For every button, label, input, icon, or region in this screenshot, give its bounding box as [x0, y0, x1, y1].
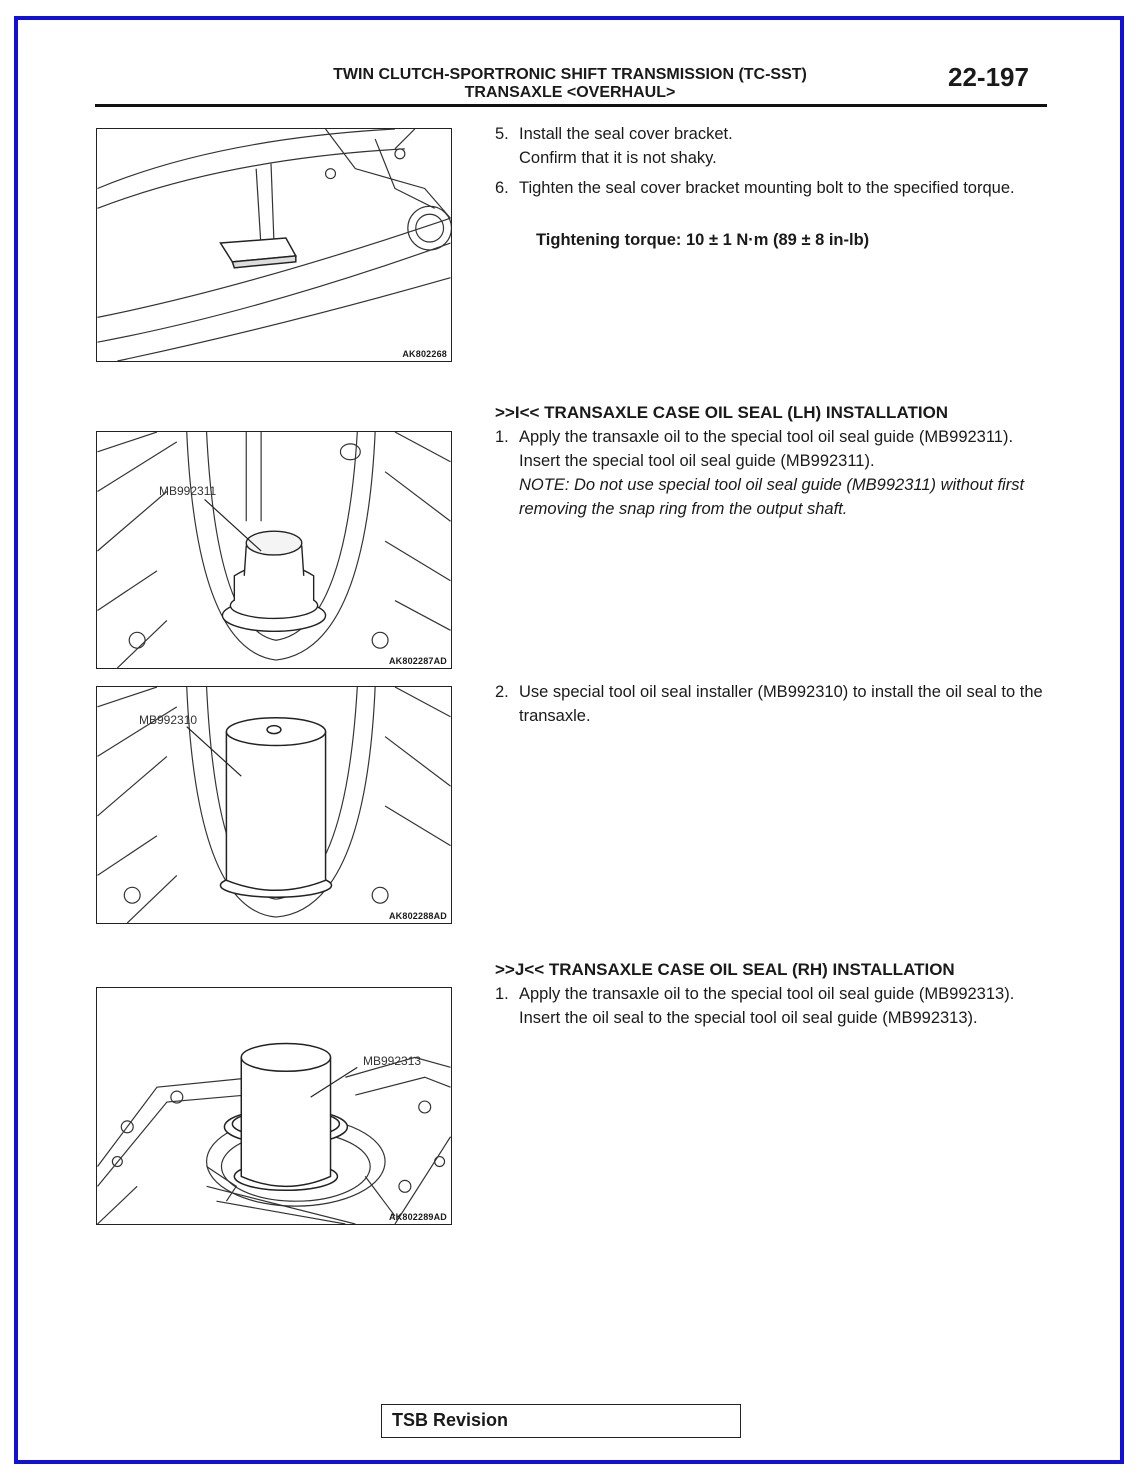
rh-step-1: [495, 982, 1025, 1030]
header-rule: [95, 104, 1047, 107]
lh-step-2: [495, 680, 1045, 728]
lh-step-2-number: 2.: [495, 683, 509, 701]
page-header-title: [230, 66, 910, 102]
step-6-number: 6.: [495, 179, 509, 197]
figure-1-drawing: [97, 129, 451, 361]
figure-seal-cover-bracket: [96, 128, 452, 362]
lh-step-1-text: Apply the transaxle oil to the special tool oil seal guide (MB992311).: [519, 428, 1014, 446]
header-title-line1: TWIN CLUTCH-SPORTRONIC SHIFT TRANSMISSION (TC-SST): [333, 66, 807, 83]
figure-oil-seal-installer: [96, 686, 452, 924]
figure-4-code: AK802289AD: [388, 1212, 447, 1222]
lh-step-1-number: 1.: [495, 428, 509, 446]
step-5-number: 5.: [495, 125, 509, 143]
lh-note: NOTE: Do not use special tool oil seal guide (MB992311) without first removing the snap ring from the output shaft.: [519, 476, 1025, 518]
lh-step-1: [495, 425, 1025, 521]
lh-step-2-text: Use special tool oil seal installer (MB992310) to install the oil seal to the transaxle.: [519, 683, 1043, 725]
step-5-text: Install the seal cover bracket.: [519, 125, 733, 143]
tool-label-mb992311: MB992311: [159, 484, 217, 498]
lh-step-1-subtext: Insert the special tool oil seal guide (MB992311).: [519, 452, 875, 470]
figure-oil-seal-guide-lh: [96, 431, 452, 669]
rh-step-1-text: Apply the transaxle oil to the special tool oil seal guide (MB992313).: [519, 985, 1015, 1003]
figure-4-drawing: [97, 988, 451, 1224]
tool-label-mb992313: MB992313: [363, 1054, 422, 1068]
figure-1-code: AK802268: [402, 349, 447, 359]
tightening-torque: Tightening torque: 10 ± 1 N·m (89 ± 8 in-lb): [536, 231, 870, 249]
heading-lh-installation: >>I<< TRANSAXLE CASE OIL SEAL (LH) INSTALLATION: [495, 403, 949, 422]
step-5-subtext: Confirm that it is not shaky.: [519, 149, 717, 167]
tsb-revision-box: TSB Revision: [381, 1404, 741, 1438]
figure-2-drawing: [97, 432, 451, 668]
tool-label-mb992310: MB992310: [139, 713, 198, 727]
step-6-text: Tighten the seal cover bracket mounting bolt to the specified torque.: [519, 179, 1015, 197]
rh-step-1-subtext: Insert the oil seal to the special tool oil seal guide (MB992313).: [519, 1009, 978, 1027]
figure-oil-seal-guide-rh: [96, 987, 452, 1225]
header-title-line2: TRANSAXLE <OVERHAUL>: [464, 84, 676, 101]
step-5: [495, 122, 1045, 170]
heading-rh-installation: >>J<< TRANSAXLE CASE OIL SEAL (RH) INSTALLATION: [495, 960, 955, 979]
figure-3-code: AK802288AD: [388, 911, 447, 921]
page-number: 22-197: [948, 62, 1029, 92]
step-6: [495, 176, 1045, 200]
figure-2-code: AK802287AD: [388, 656, 447, 666]
rh-step-1-number: 1.: [495, 985, 509, 1003]
